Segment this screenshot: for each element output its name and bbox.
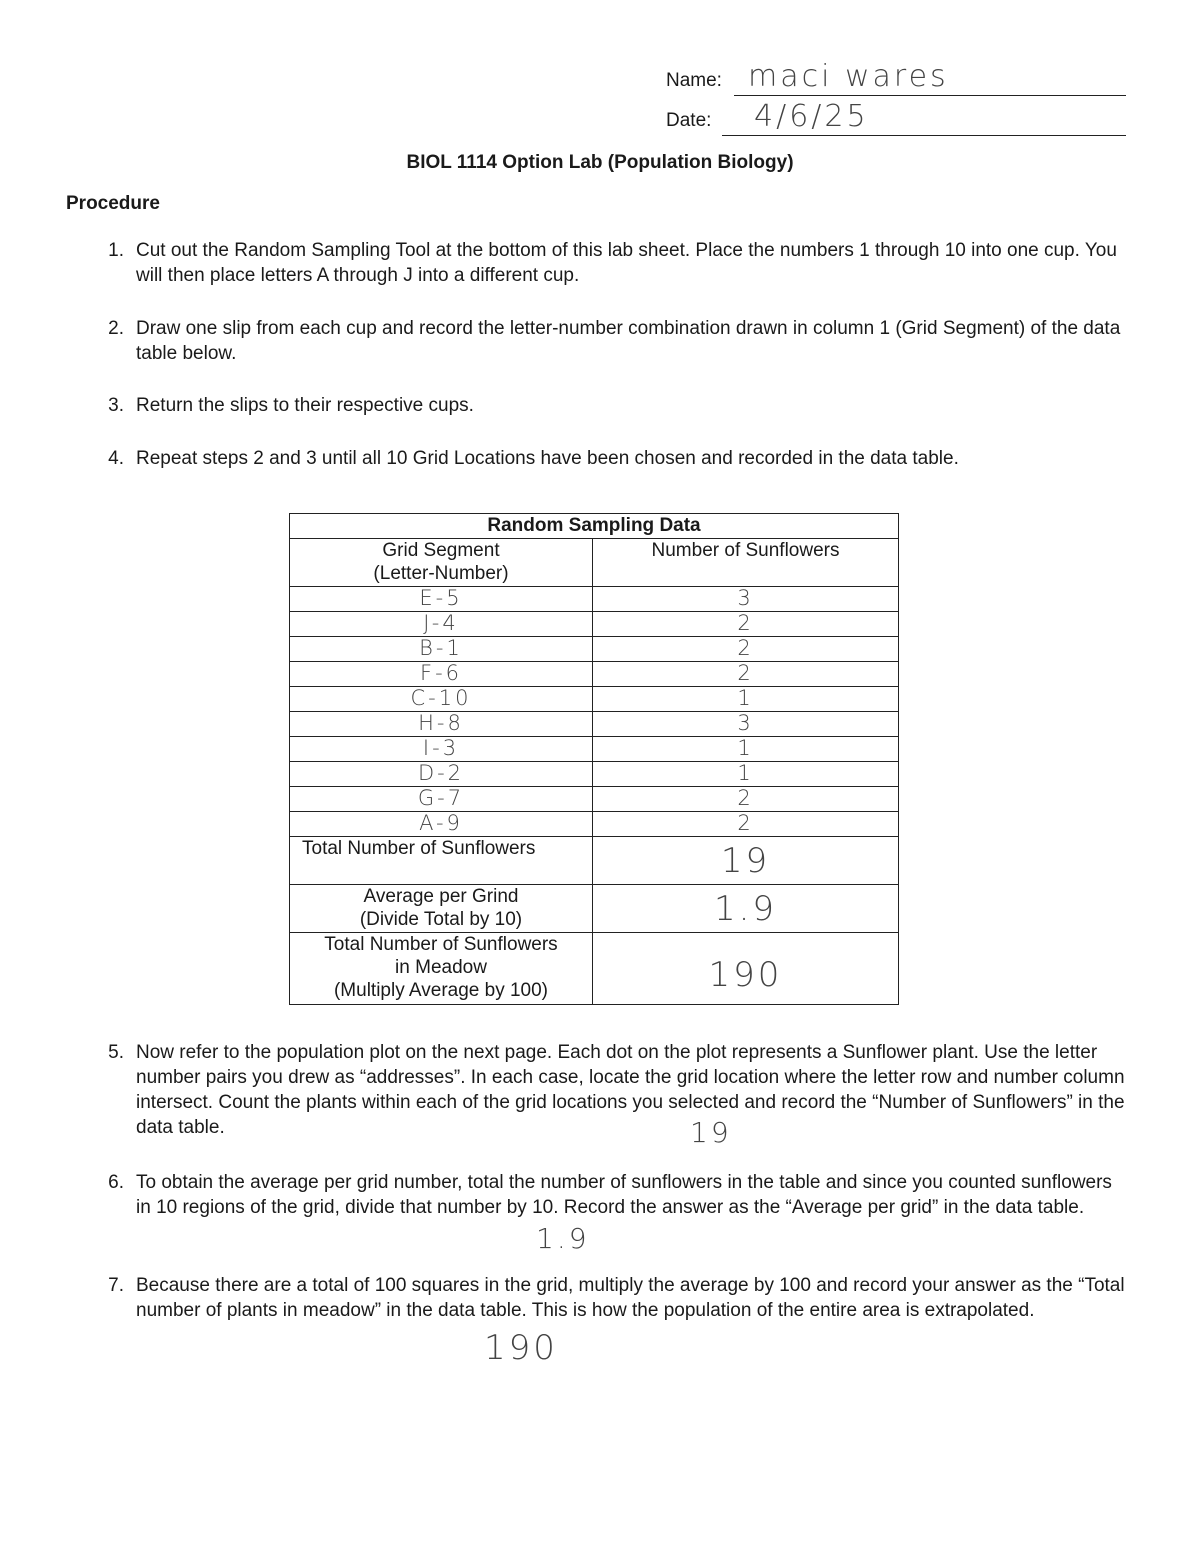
segment-cell[interactable] xyxy=(290,737,593,762)
step5-answer: 19 xyxy=(690,1116,732,1149)
average-value: 1.9 xyxy=(713,889,778,929)
table-row xyxy=(290,737,899,762)
segment-value: A-9 xyxy=(419,811,463,835)
count-cell[interactable] xyxy=(593,812,899,837)
segment-cell[interactable] xyxy=(290,637,593,662)
meadow-label: Total Number of Sunflowers in Meadow (Multiply Average by 100) xyxy=(290,933,593,1005)
name-label: Name: xyxy=(666,70,722,91)
count-cell[interactable] xyxy=(593,587,899,612)
segment-cell[interactable] xyxy=(290,687,593,712)
procedure-heading: Procedure xyxy=(66,193,160,214)
step-number: 3. xyxy=(108,395,124,416)
meadow-cell[interactable] xyxy=(593,933,899,1005)
segment-value: C-10 xyxy=(410,686,472,710)
date-underline xyxy=(722,135,1126,136)
count-value: 1 xyxy=(737,736,754,760)
segment-value: B-1 xyxy=(419,636,463,660)
page-title: BIOL 1114 Option Lab (Population Biology) xyxy=(406,152,794,173)
segment-value: I-3 xyxy=(422,736,460,760)
step-number: 4. xyxy=(108,448,124,469)
total-label: Total Number of Sunflowers xyxy=(290,837,593,885)
step-text: Because there are a total of 100 squares in the grid, multiply the average by 100 and record your answer as the “Total number of plants in meadow” in the data table. This is how the population of the entire area is extrapolated. xyxy=(136,1275,1125,1321)
segment-value: F-6 xyxy=(419,661,463,685)
step-text: Repeat steps 2 and 3 until all 10 Grid Locations have been chosen and recorded in the data table. xyxy=(136,448,959,469)
table-row xyxy=(290,712,899,737)
table-row xyxy=(290,637,899,662)
count-cell[interactable] xyxy=(593,762,899,787)
step-number: 6. xyxy=(108,1172,124,1193)
segment-cell[interactable] xyxy=(290,612,593,637)
name-underline xyxy=(734,95,1126,96)
count-value: 2 xyxy=(737,661,754,685)
segment-cell[interactable] xyxy=(290,812,593,837)
segment-cell[interactable] xyxy=(290,762,593,787)
count-cell[interactable] xyxy=(593,712,899,737)
step-text: Cut out the Random Sampling Tool at the bottom of this lab sheet. Place the numbers 1 through 10 into one cup. You will then place letters A through J into a different cup. xyxy=(136,240,1117,286)
segment-value: G-7 xyxy=(417,786,465,810)
count-cell[interactable] xyxy=(593,637,899,662)
total-value: 19 xyxy=(720,841,771,881)
count-cell[interactable] xyxy=(593,662,899,687)
date-value: 4/6/25 xyxy=(754,99,869,134)
meadow-value: 190 xyxy=(708,955,783,995)
segment-value: J-4 xyxy=(423,611,459,635)
average-cell[interactable] xyxy=(593,885,899,933)
count-value: 2 xyxy=(737,611,754,635)
table-row xyxy=(290,612,899,637)
table-row xyxy=(290,787,899,812)
col-header-grid-segment: Grid Segment (Letter-Number) xyxy=(290,539,593,587)
segment-cell[interactable] xyxy=(290,587,593,612)
date-field[interactable] xyxy=(666,100,1126,136)
count-cell[interactable] xyxy=(593,612,899,637)
step-text: Draw one slip from each cup and record the letter-number combination drawn in column 1 (Grid Segment) of the data table below. xyxy=(136,318,1121,364)
table-row xyxy=(290,587,899,612)
step-number: 5. xyxy=(108,1042,124,1063)
table-row xyxy=(290,662,899,687)
segment-cell[interactable] xyxy=(290,712,593,737)
segment-cell[interactable] xyxy=(290,662,593,687)
count-cell[interactable] xyxy=(593,737,899,762)
name-field[interactable] xyxy=(666,60,1126,96)
random-sampling-table xyxy=(289,513,899,1005)
date-label: Date: xyxy=(666,110,712,131)
step6-answer: 1.9 xyxy=(536,1222,590,1255)
table-row xyxy=(290,762,899,787)
step-text: To obtain the average per grid number, total the number of sunflowers in the table and since you counted sunflowers in 10 regions of the grid, divide that number by 10. Record the answer as the “Average per grid” in the data table. xyxy=(136,1172,1112,1218)
table-caption: Random Sampling Data xyxy=(290,514,899,539)
segment-value: E-5 xyxy=(419,586,463,610)
table-row xyxy=(290,812,899,837)
count-value: 3 xyxy=(737,586,754,610)
count-value: 1 xyxy=(737,761,754,785)
count-value: 3 xyxy=(737,711,754,735)
segment-value: D-2 xyxy=(417,761,465,785)
step-number: 2. xyxy=(108,318,124,339)
average-label: Average per Grind (Divide Total by 10) xyxy=(290,885,593,933)
count-value: 2 xyxy=(737,786,754,810)
segment-value: H-8 xyxy=(418,711,464,735)
step-number: 1. xyxy=(108,240,124,261)
count-cell[interactable] xyxy=(593,687,899,712)
name-value: maci wares xyxy=(748,59,949,94)
step-text: Now refer to the population plot on the next page. Each dot on the plot represents a Sunflower plant. Use the letter number pairs you drew as “addresses”. In each case, locate the grid location where the letter row and number column intersect. Count the plants within each of the grid locations you selected and record the “Number of Sunflowers” in the data table. xyxy=(136,1042,1125,1138)
segment-cell[interactable] xyxy=(290,787,593,812)
col-header-sunflowers: Number of Sunflowers xyxy=(593,539,899,587)
count-value: 2 xyxy=(737,636,754,660)
table-row xyxy=(290,687,899,712)
count-value: 2 xyxy=(737,811,754,835)
step-number: 7. xyxy=(108,1275,124,1296)
count-value: 1 xyxy=(737,686,754,710)
step7-answer: 190 xyxy=(484,1328,558,1368)
count-cell[interactable] xyxy=(593,787,899,812)
total-cell[interactable] xyxy=(593,837,899,885)
step-text: Return the slips to their respective cups. xyxy=(136,395,474,416)
